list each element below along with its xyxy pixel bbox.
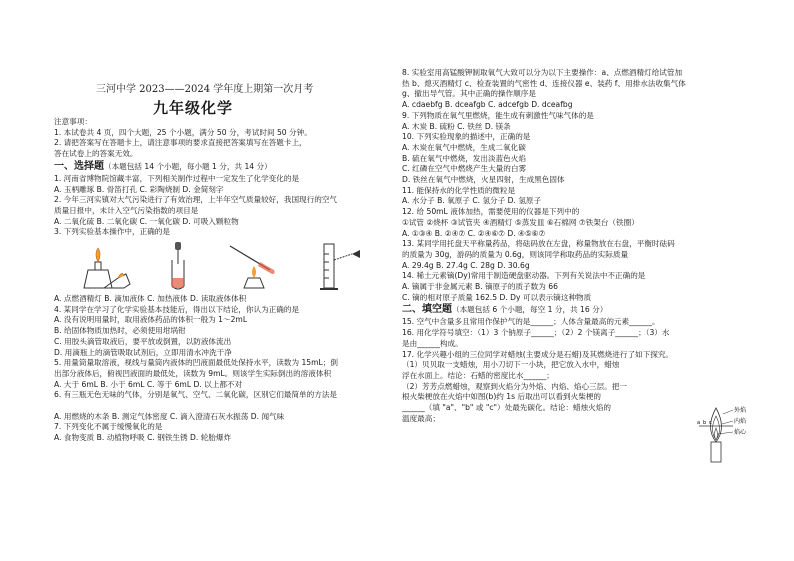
figure-tag-a: a — [697, 420, 701, 426]
text-line: 出部分液体后，俯视凹液面的最低处，读数为 9mL。则该学生实际倒出的溶液体积 — [54, 368, 332, 378]
left-column — [54, 117, 392, 444]
candle-flame-figure — [689, 404, 747, 464]
text-line: 是由______构成。 — [402, 338, 463, 348]
dropper-figure — [158, 240, 198, 292]
liquid-heating-figure — [224, 240, 282, 292]
exam-header-title: 三河中学 2023——2024 学年度上期第一次月考 — [96, 84, 314, 95]
text-line: A. 二氧化硫 B. 二氧化碳 C. 一氧化碳 D. 可吸入颗粒物 — [54, 216, 239, 226]
left-lines-c — [54, 294, 392, 444]
text-line: 注意事项： — [54, 117, 92, 126]
left-lines-b — [54, 174, 392, 238]
text-line: A. 水分子 B. 氧原子 C. 氢分子 D. 氢原子 — [402, 196, 542, 206]
text-line: ______（填 "a"、"b" 或 "c"）处最先碳化。结论：蜡烛火焰的 — [402, 403, 611, 413]
cylinder-reading-figure — [308, 240, 364, 292]
text-line: 答在试卷上的答案无效。 — [54, 149, 138, 159]
text-line: 14. 稀土元素镝(Dy)常用于制造硬盘驱动器。下列有关说法中不正确的是 — [402, 271, 646, 281]
text-line: 的质量为 30g，游码的质量为 0.6g，则该同学称取药品的实际质量 — [402, 249, 629, 259]
flame-label-outer: 外焰 — [734, 407, 747, 414]
text-line: 热 b、熄灭酒精灯 c、检查装置的气密性 d、连接仪器 e、装药 f、用排水法收集气体 — [402, 78, 686, 88]
text-line: 3. 下列实验基本操作中，正确的是 — [54, 227, 170, 237]
text-line: 10. 下列实验现象的描述中，正确的是 — [402, 132, 531, 142]
text-line: A. 木炭 B. 硫粉 C. 铁丝 D. 镁条 — [402, 121, 511, 131]
text-line: g、撤出导气管。其中正确的操作顺序是 — [402, 89, 536, 99]
figure-tag-c: c — [709, 420, 712, 426]
text-line: A. 食物变质 B. 动植物呼吸 C. 钢铁生锈 D. 轮胎爆炸 — [54, 433, 232, 443]
text-line: 9. 下列物质在氧气里燃烧，能生成有刺激性气味气体的是 — [402, 110, 594, 120]
text-line: 质量日报中，未计入空气污染指数的项目是 — [54, 205, 199, 215]
text-line: 温度最高； — [402, 413, 440, 423]
text-line: C. 红磷在空气中燃烧产生大量的白雾 — [402, 164, 527, 174]
subject-title: 九年级化学 — [153, 99, 234, 117]
text-line: （1）贝贝取一支蜡烛，用小刀切下一小块，把它放入水中，蜡烛 — [402, 360, 620, 370]
text-line: （2）芳芳点燃蜡烛，观察到火焰分为外焰、内焰、焰心三层。把一 — [402, 381, 628, 391]
text-line: 4. 某同学在学习了化学实验基本技能后，得出以下结论，你认为正确的是 — [54, 304, 300, 314]
text-line: 13. 某同学用托盘天平称量药品，将砝码放在左盘，称量物放在右盘，平衡时砝码 — [402, 239, 675, 249]
alcohol-lamp-lighting-figure — [74, 240, 132, 292]
text-line: 1. 河南省博物院馆藏丰富，下列相关制作过程中一定发生了化学变化的是 — [54, 173, 300, 183]
text-line: A. ①③④ B. ②④⑦ C. ②④⑥⑦ D. ④⑤⑥⑦ — [402, 228, 546, 238]
section-two-heading — [402, 304, 752, 316]
text-line: 15. 空气中含量多且常用作保护气的是______；人体含量最高的元素______。 — [402, 317, 660, 327]
text-line: D. 铁丝在氧气中燃烧，火星四射，生成黑色固体 — [402, 175, 565, 185]
flame-label-inner: 内焰 — [734, 418, 747, 425]
text-line: A. 镝属于非金属元素 B. 镝原子的质子数为 66 — [402, 282, 558, 292]
text-line: 11. 能保持水的化学性质的微粒是 — [402, 185, 516, 195]
text-line: 2. 今年三河实镇对大气污染进行了有效治理，上半年空气质量较好，我国现行的空气 — [54, 195, 338, 205]
text-line: A. 点燃酒精灯 B. 滴加液体 C. 加热液体 D. 读取液体体积 — [54, 294, 247, 304]
text-line: 浮在水面上。结论：石蜡的密度比水______； — [402, 370, 554, 380]
section-note: （本题包括 6 个小题，每空 1 分，共 16 分） — [452, 305, 608, 315]
text-line: D. 用滴瓶上的滴管吸取试剂后，立即用清水冲洗干净 — [54, 347, 232, 357]
text-line: 1. 本试卷共 4 页，四个大题，25 个小题，满分 50 分，考试时间 50 分钟。 — [54, 127, 312, 137]
lab-operation-figures — [74, 240, 364, 292]
text-line: 根火柴梗放在火焰中如图(b)约 1s 后取出可以看到火柴梗的 — [402, 392, 602, 402]
figure-tag-b: b — [703, 420, 707, 426]
flame-label-core: 焰心 — [734, 429, 747, 436]
section-one-heading — [54, 161, 392, 173]
text-line: A. 用燃烧的木条 B. 测定气体密度 C. 滴入澄清石灰水振荡 D. 闻气味 — [54, 411, 285, 421]
text-line: A. 木炭在氧气中燃烧，生成二氧化碳 — [402, 142, 526, 152]
text-line: 2. 请把答案写在答题卡上，请注意事项的要求直接把答案填写在答题卡上， — [54, 138, 307, 148]
left-lines-a — [54, 117, 392, 160]
text-line: B. 给固体物质加热时，必须使用坩埚钳 — [54, 326, 186, 336]
text-line: C. 镝的相对原子质量 162.5 D. Dy 可以表示镝这种物质 — [402, 292, 592, 302]
text-line: 5. 用量筒量取溶液，视线与量筒内液体的凹液面最低处保持水平，读数为 15mL；倒 — [54, 358, 338, 368]
text-line: C. 用胶头滴管取液后，要平放或倒置，以防液体流出 — [54, 336, 232, 346]
text-line: B. 硫在氧气中燃烧，发出淡蓝色火焰 — [402, 153, 526, 163]
text-line: 16. 用化学符号填空：（1）3 个钠原子______；（2）2 个镁离子______；（3）水 — [402, 328, 670, 338]
text-line: A. 29.4g B. 27.4g C. 28g D. 30.6g — [402, 260, 530, 270]
text-line: A. 玉柄雕琢 B. 骨笛打孔 C. 彩陶烧制 D. 金简刻字 — [54, 184, 224, 194]
text-line: 12. 给 50mL 液体加热，需要使用的仪器是下列中的 — [402, 207, 580, 217]
text-line: A. 没有说明用量时，取用液体药品的体积一般为 1～2mL — [54, 315, 248, 325]
section-note: （本题包括 14 个小题，每小题 1 分，共 14 分） — [104, 161, 272, 171]
text-line: 6. 有三瓶无色无味的气体，分别是氧气、空气、二氧化碳，区别它们最简单的方法是 — [54, 390, 338, 400]
right-lines-a — [402, 68, 752, 303]
text-line: A. 大于 6mL B. 小于 6mL C. 等于 6mL D. 以上都不对 — [54, 379, 243, 389]
right-column — [402, 68, 752, 425]
text-line — [54, 401, 392, 412]
text-line: 8. 实验室用高锰酸钾制取氧气大致可以分为以下主要操作：a、点燃酒精灯给试管加 — [402, 68, 683, 77]
text-line: A. cdaebfg B. dceafgb C. adcefgb D. dceafbg — [402, 100, 573, 110]
text-line: 17. 化学兴趣小组的三位同学对蜡烛(主要成分是石蜡)及其燃烧进行了如下探究。 — [402, 349, 674, 359]
text-line: 7. 下列变化不属于缓慢氧化的是 — [54, 422, 163, 432]
section-title: 二、填空题 — [402, 304, 452, 316]
text-line: ①试管 ②烧杯 ③试管夹 ④酒精灯 ⑤蒸发皿 ⑥石棉网 ⑦铁架台（铁圈） — [402, 217, 639, 227]
section-title: 一、选择题 — [54, 160, 104, 172]
